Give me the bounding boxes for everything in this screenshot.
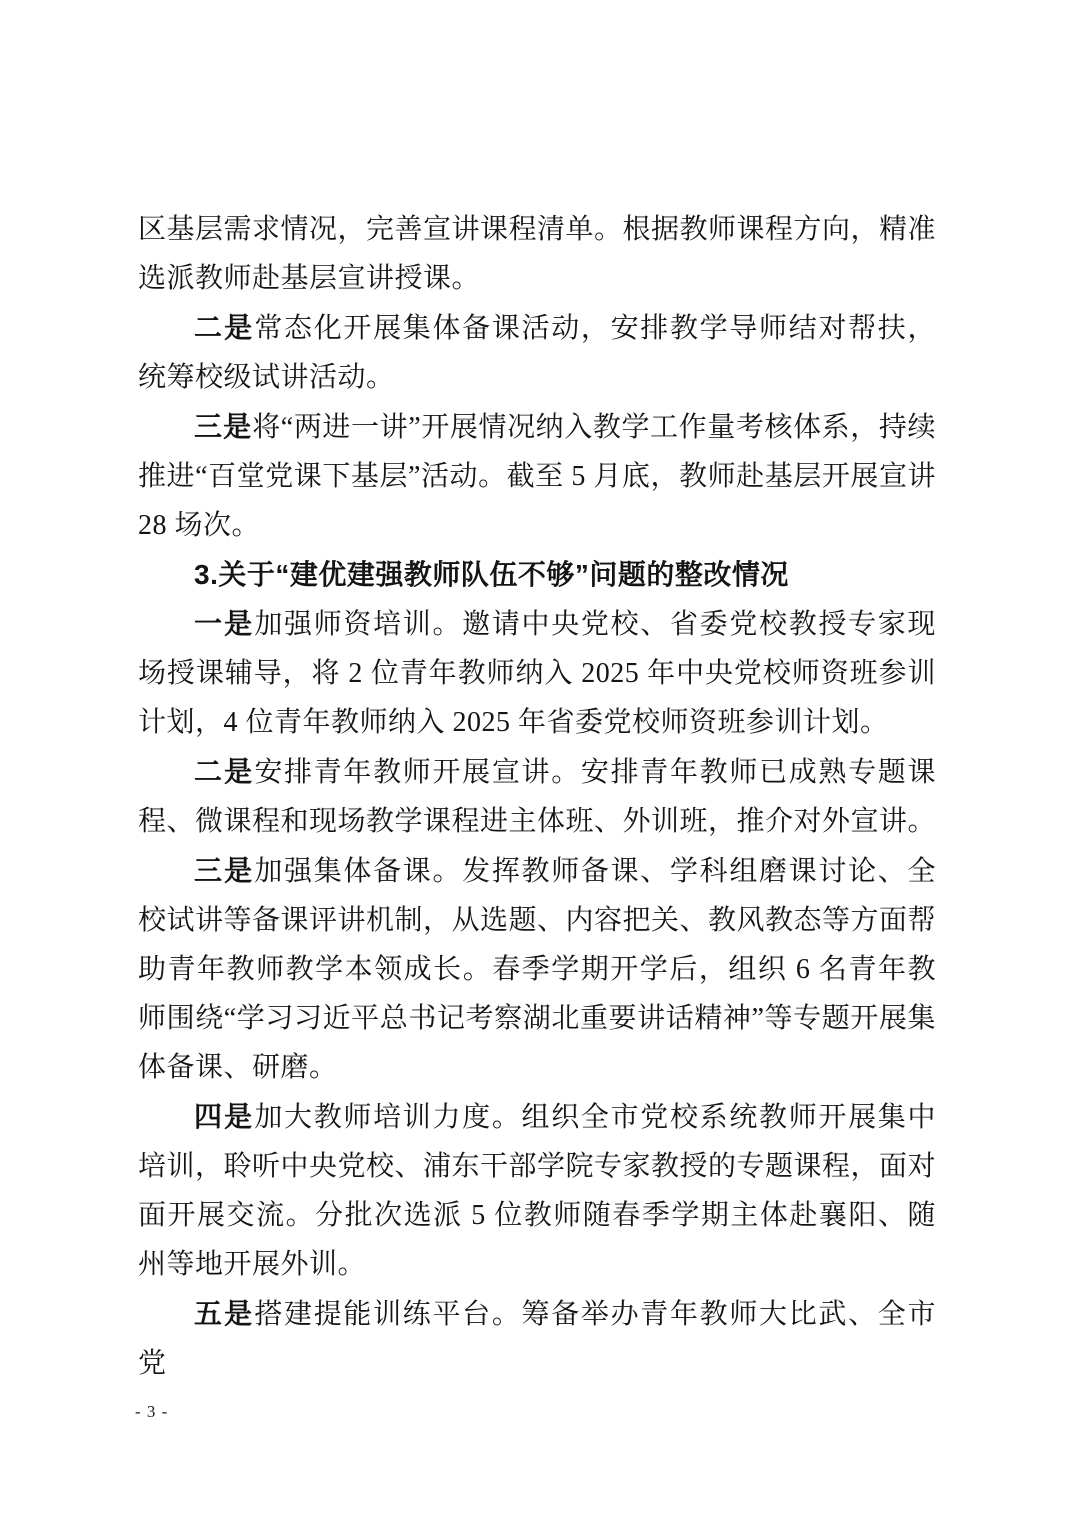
paragraph-lead: 四是: [194, 1101, 255, 1132]
paragraph-text: 将“两进一讲”开展情况纳入教学工作量考核体系，持续推进“百堂党课下基层”活动。截至 5 月底，教师赴基层开展宣讲 28 场次。: [138, 412, 936, 541]
paragraph-text: 安排青年教师开展宣讲。安排青年教师已成熟专题课程、微课程和现场教学课程进主体班、外训班，推介对外宣讲。: [138, 757, 937, 837]
body-paragraph: [138, 599, 936, 747]
paragraph-lead: 五是: [194, 1298, 255, 1329]
body-paragraph-continuation: [138, 204, 936, 303]
paragraph-lead: 三是: [194, 411, 253, 442]
body-paragraph: [138, 1289, 936, 1388]
paragraph-text: 搭建提能训练平台。筹备举办青年教师大比武、全市党: [138, 1299, 936, 1379]
body-paragraph: [138, 1092, 936, 1289]
paragraph-text: 常态化开展集体备课活动，安排教学导师结对帮扶，统筹校级试讲活动。: [138, 313, 936, 393]
paragraph-lead: 二是: [194, 756, 255, 787]
section-heading: 3.关于“建优建强教师队伍不够”问题的整改情况: [194, 559, 789, 590]
body-paragraph: [138, 747, 936, 846]
paragraph-text: 加大教师培训力度。组织全市党校系统教师开展集中培训，聆听中央党校、浦东干部学院专家教授的专题课程，面对面开展交流。分批次选派 5 位教师随春季学期主体赴襄阳、随州等地开展外训。: [138, 1102, 937, 1280]
document-body: [138, 204, 936, 1388]
paragraph-text: 区基层需求情况，完善宣讲课程清单。根据教师课程方向，精准选派教师赴基层宣讲授课。: [138, 214, 937, 294]
body-paragraph: [138, 846, 936, 1092]
paragraph-text: 加强师资培训。邀请中央党校、省委党校教授专家现场授课辅导，将 2 位青年教师纳入 2025 年中央党校师资班参训计划，4 位青年教师纳入 2025 年省委党校师资班参训计划。: [138, 609, 936, 738]
page-number: - 3 -: [135, 1402, 169, 1421]
paragraph-lead: 一是: [194, 608, 255, 639]
body-paragraph: [138, 303, 936, 402]
page-footer: [135, 1400, 168, 1424]
paragraph-lead: 三是: [194, 855, 255, 886]
body-paragraph: [138, 402, 936, 550]
paragraph-text: 加强集体备课。发挥教师备课、学科组磨课讨论、全校试讲等备课评讲机制，从选题、内容把关、教风教态等方面帮助青年教师教学本领成长。春季学期开学后，组织 6 名青年教师围绕“学习习近平总书记考察湖北重要讲话精神”等专题开展集体备课、研磨。: [138, 856, 937, 1083]
paragraph-lead: 二是: [194, 312, 255, 343]
